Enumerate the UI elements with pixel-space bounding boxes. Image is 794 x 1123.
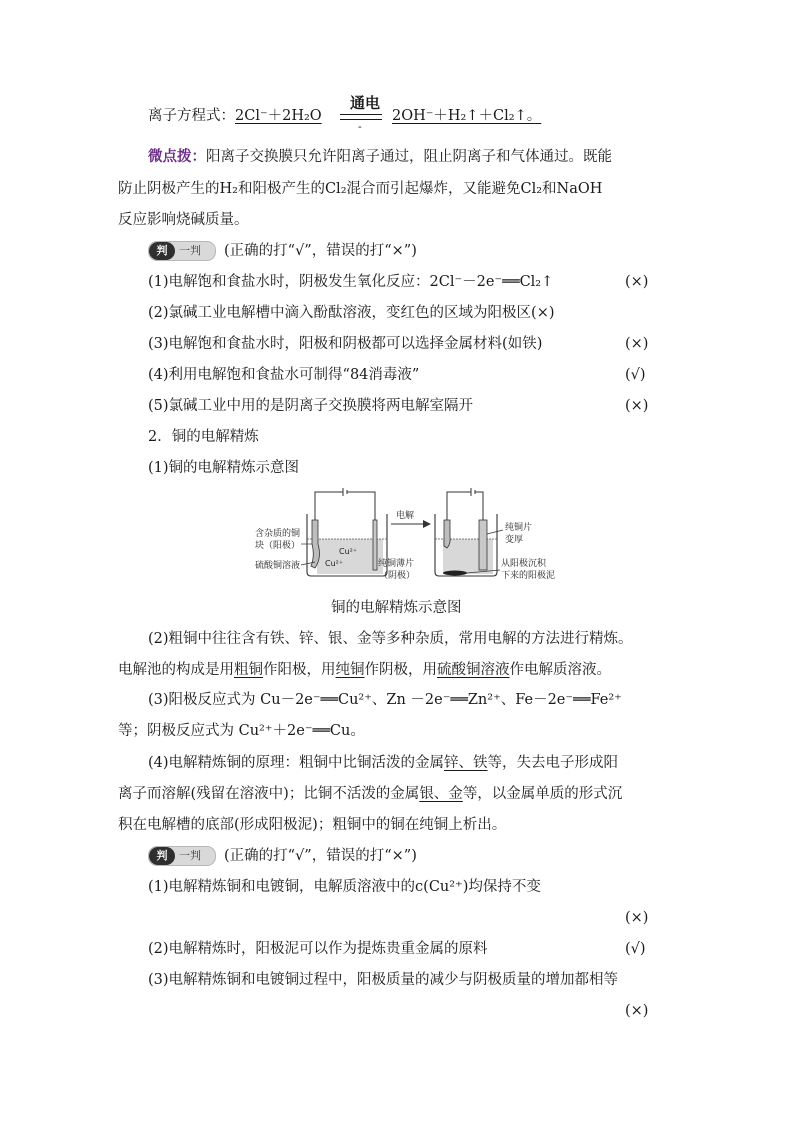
para4-line-1	[148, 753, 618, 773]
electrorefining-diagram	[255, 486, 565, 590]
para2-text-d: 作电解质溶液。	[509, 662, 611, 678]
left-beaker	[307, 514, 387, 576]
label-solution: 硫酸铜溶液	[255, 561, 301, 571]
dissolved-anode	[444, 520, 450, 548]
judge1-item-1: (1)电解饱和食盐水时，阴极发生氧化反应：2Cl⁻－2e⁻══Cl₂↑	[148, 274, 554, 290]
arrow-label: 电解	[396, 511, 415, 521]
equation-dash: -	[358, 120, 362, 133]
thickened-cathode	[479, 520, 487, 570]
label-pure-thin-1: 纯铜薄片	[378, 559, 415, 569]
judge1-item-4: (4)利用电解饱和食盐水可制得“84消毒液”	[148, 367, 420, 383]
judge1-mark-5: (×)	[625, 398, 649, 414]
para4-underline-noble-metals: 银、金	[419, 786, 463, 802]
para2-underline-crude-copper: 粗铜	[234, 662, 263, 678]
judge2-mark-2: (√)	[625, 941, 646, 957]
judge2-instruction: (正确的打“√”，错误的打“×”)	[224, 848, 417, 864]
judge1-mark-1: (×)	[625, 274, 649, 290]
tip-line-1	[148, 147, 612, 167]
section2-heading: 2．铜的电解精炼	[148, 429, 259, 445]
tip-line-2: 防止阴极产生的H₂和阳极产生的Cl₂混合而引起爆炸，又能避免Cl₂和NaOH	[118, 181, 603, 197]
judge2-mark-1: (×)	[625, 910, 649, 926]
judge2-item-3: (3)电解精炼铜和电镀铜过程中，阳极质量的减少与阴极质量的增加都相等	[148, 972, 619, 988]
judge2-header	[148, 846, 417, 866]
para4-text-1a: (4)电解精炼铜的原理：粗铜中比铜活泼的金属	[148, 755, 445, 771]
label-mud-2: 下来的阳极泥	[501, 571, 556, 581]
para2-underline-pure-copper: 纯铜	[335, 662, 365, 678]
judge-badge: 判 一判	[148, 241, 216, 261]
para3-line-2: 等；阴极反应式为 Cu²⁺＋2e⁻══Cu。	[118, 723, 365, 739]
para2-text-a: 电解池的构成是用	[118, 662, 234, 678]
impure-copper-anode	[311, 520, 319, 568]
judge2-mark-3: (×)	[625, 1003, 649, 1019]
label-thicker-1: 纯铜片	[505, 523, 533, 533]
anode-mud	[443, 571, 467, 576]
section2-subheading: (1)铜的电解精炼示意图	[148, 460, 300, 476]
ion-label-1: Cu²⁺	[339, 547, 358, 556]
para4-text-2b: 等，以金属单质的形式沉	[462, 786, 623, 802]
right-circuit	[447, 488, 483, 520]
tip-line-3: 反应影响烧碱质量。	[118, 212, 249, 228]
judge1-item-2: (2)氯碱工业电解槽中滴入酚酞溶液，变红色的区域为阳极区(×)	[148, 305, 555, 321]
para2-text-b: 作阳极，用	[263, 662, 336, 678]
label-mud-1: 从阳极沉积	[501, 559, 547, 569]
para4-text-1b: 等，失去电子形成阳	[487, 755, 619, 771]
label-pure-thin-2: （阴极）	[379, 571, 416, 581]
para4-text-2a: 离子而溶解(残留在溶液中)；比铜不活泼的金属	[118, 786, 420, 802]
judge1-header	[148, 241, 417, 261]
equation-rhs: 2OH⁻＋H₂↑＋Cl₂↑。	[392, 108, 542, 124]
tip-label: 微点拨：	[148, 148, 206, 165]
figure-caption: 铜的电解精炼示意图	[331, 600, 462, 616]
equation-label: 离子方程式：	[148, 108, 235, 124]
judge2-item-2: (2)电解精炼时，阳极泥可以作为提炼贵重金属的原料	[148, 941, 488, 957]
para2-underline-solution: 硫酸铜溶液	[437, 662, 510, 678]
label-impure-copper-1: 含杂质的铜	[255, 529, 301, 539]
judge1-instruction: (正确的打“√”，错误的打“×”)	[224, 243, 417, 259]
para4-line-3: 积在电解槽的底部(形成阳极泥)；粗铜中的铜在纯铜上析出。	[118, 817, 507, 833]
equation-condition: 通电	[350, 94, 381, 112]
judge1-mark-3: (×)	[625, 336, 649, 352]
judge1-mark-4: (√)	[625, 367, 646, 383]
left-circuit	[315, 488, 375, 520]
para4-line-2	[118, 784, 622, 804]
para3-line-1: (3)阳极反应式为 Cu－2e⁻══Cu²⁺、Zn －2e⁻══Zn²⁺、Fe－2e⁻══Fe²⁺	[148, 692, 622, 708]
label-impure-copper-2: 块（阳极）	[255, 541, 301, 551]
tip-text-1: 阳离子交换膜只允许阳离子通过，阻止阴离子和气体通过。既能	[206, 149, 612, 165]
electrolysis-arrow	[391, 509, 431, 528]
ion-label-2: Cu²⁺	[325, 559, 344, 568]
para2-line-1: (2)粗铜中往往含有铁、锌、银、金等多种杂质，常用电解的方法进行精炼。	[148, 631, 633, 647]
pure-copper-cathode	[373, 520, 377, 570]
para4-underline-active-metals: 锌、铁	[444, 755, 488, 771]
judge-badge-2: 判 一判	[148, 846, 216, 866]
para2-text-c: 作阴极，用	[364, 662, 437, 678]
judge1-item-3: (3)电解饱和食盐水时，阳极和阴极都可以选择金属材料(如铁)	[148, 336, 543, 352]
judge2-item-1: (1)电解精炼铜和电镀铜，电解质溶液中的c(Cu²⁺)均保持不变	[148, 879, 541, 895]
label-thicker-2: 变厚	[505, 535, 524, 545]
para2-line-2	[118, 660, 611, 680]
right-beaker	[435, 514, 497, 576]
equation-line	[148, 106, 322, 126]
judge1-item-5: (5)氯碱工业中用的是阴离子交换膜将两电解室隔开	[148, 398, 474, 414]
equation-lhs: 2Cl⁻＋2H₂O	[235, 108, 322, 124]
